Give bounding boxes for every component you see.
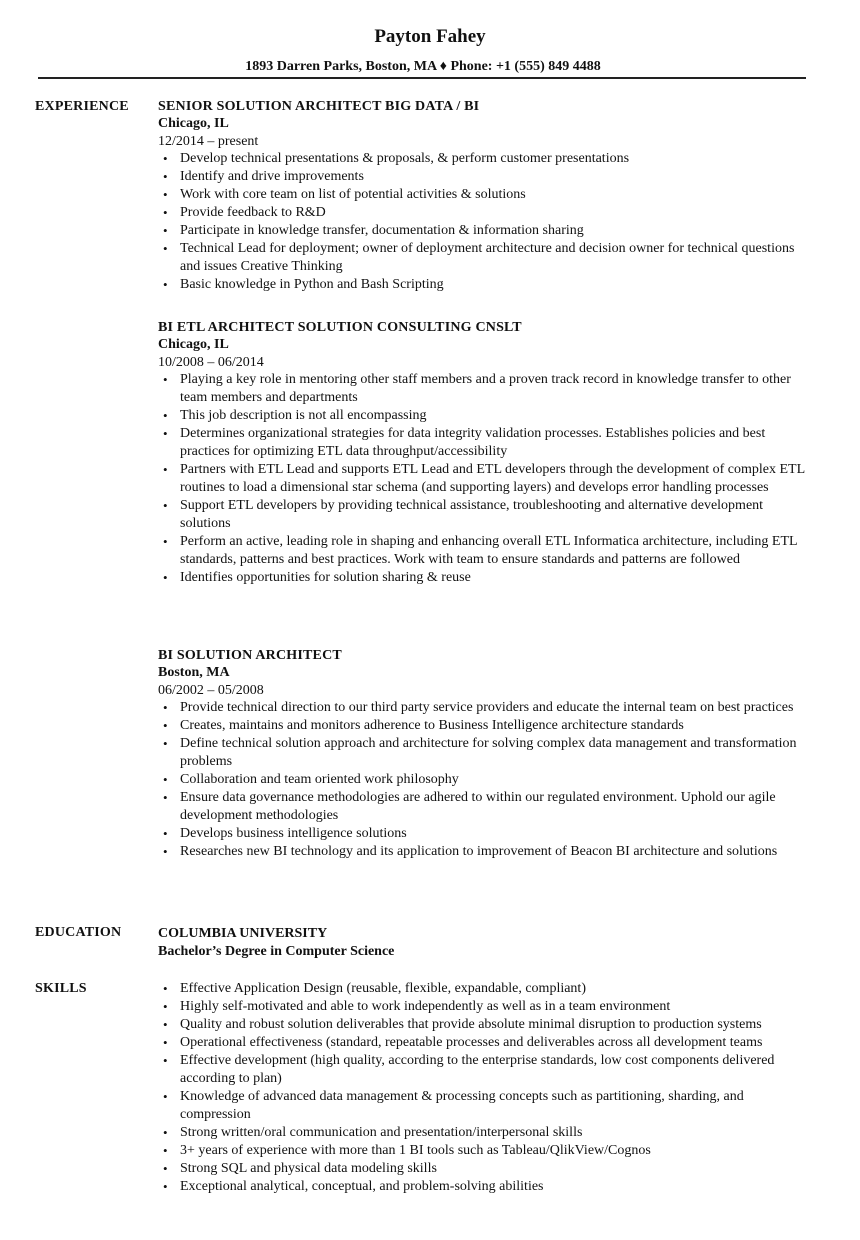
job-location: Chicago, IL — [158, 337, 229, 352]
list-item: • Provide feedback to R&D — [158, 204, 813, 222]
list-item: • Support ETL developers by providing technical assistance, troubleshooting and alternative development solutions — [158, 497, 813, 533]
list-item: • Strong written/oral communication and presentation/interpersonal skills — [158, 1124, 813, 1142]
list-item: • Ensure data governance methodologies are adhered to within our regulated environment. Uphold our agile development methodologies — [158, 789, 813, 825]
list-item: • Quality and robust solution deliverables that provide absolute minimal disruption to production systems — [158, 1016, 813, 1034]
skills-list — [158, 980, 813, 1196]
job-entry — [158, 319, 813, 587]
list-item: • Exceptional analytical, conceptual, and problem-solving abilities — [158, 1178, 813, 1196]
job-location: Boston, MA — [158, 665, 230, 680]
job-bullet-list — [158, 150, 813, 294]
list-item: • Determines organizational strategies for data integrity validation processes. Establishes policies and best practices for optimizing ETL data throughput/accessibility — [158, 425, 813, 461]
list-item: • Identifies opportunities for solution sharing & reuse — [158, 569, 813, 587]
list-item: • This job description is not all encompassing — [158, 407, 813, 425]
job-dates: 10/2008 – 06/2014 — [158, 355, 264, 370]
list-item: • Effective development (high quality, according to the enterprise standards, low cost components delivered according to plan) — [158, 1052, 813, 1088]
list-item: • Define technical solution approach and architecture for solving complex data management and transformation problems — [158, 735, 813, 771]
list-item: • Playing a key role in mentoring other staff members and a proven track record in knowledge transfer to other team members and departments — [158, 371, 813, 407]
list-item: • Work with core team on list of potential activities & solutions — [158, 186, 813, 204]
contact-line: 1893 Darren Parks, Boston, MA ♦ Phone: +1 (555) 849 4488 — [245, 59, 601, 74]
list-item: • Partners with ETL Lead and supports ETL Lead and ETL developers through the development of complex ETL routines to load a dimensional star schema (and supporting layers) and develops error handling processes — [158, 461, 813, 497]
candidate-name: Payton Fahey — [374, 26, 486, 47]
list-item: • Participate in knowledge transfer, documentation & information sharing — [158, 222, 813, 240]
job-bullet-list — [158, 371, 813, 587]
degree: Bachelor’s Degree in Computer Science — [158, 944, 395, 959]
list-item: • Develops business intelligence solutions — [158, 825, 813, 843]
list-item: • Collaboration and team oriented work philosophy — [158, 771, 813, 789]
job-dates: 12/2014 – present — [158, 134, 259, 149]
list-item: • Develop technical presentations & proposals, & perform customer presentations — [158, 150, 813, 168]
section-label-skills: SKILLS — [35, 981, 87, 996]
list-item: • Effective Application Design (reusable, flexible, expandable, compliant) — [158, 980, 813, 998]
list-item: • Knowledge of advanced data management & processing concepts such as partitioning, sharding, and compression — [158, 1088, 813, 1124]
header-divider — [38, 77, 806, 79]
section-label-education: EDUCATION — [35, 925, 122, 940]
job-bullet-list — [158, 699, 813, 861]
list-item: • Strong SQL and physical data modeling skills — [158, 1160, 813, 1178]
list-item: • Technical Lead for deployment; owner of deployment architecture and decision owner for technical questions and issues Creative Thinking — [158, 240, 813, 276]
job-entry — [158, 647, 813, 861]
list-item: • Perform an active, leading role in shaping and enhancing overall ETL Informatica architecture, including ETL standards, patterns and best practices. Work with team to ensure standards and patterns are followed — [158, 533, 813, 569]
list-item: • Creates, maintains and monitors adherence to Business Intelligence architecture standards — [158, 717, 813, 735]
education-entry — [158, 925, 813, 961]
list-item: • Researches new BI technology and its application to improvement of Beacon BI architecture and solutions — [158, 843, 813, 861]
list-item: • 3+ years of experience with more than 1 BI tools such as Tableau/QlikView/Cognos — [158, 1142, 813, 1160]
job-title: BI SOLUTION ARCHITECT — [158, 648, 342, 663]
list-item: • Highly self-motivated and able to work independently as well as in a team environment — [158, 998, 813, 1016]
job-title: BI ETL ARCHITECT SOLUTION CONSULTING CNSLT — [158, 320, 522, 335]
job-location: Chicago, IL — [158, 116, 229, 131]
job-title: SENIOR SOLUTION ARCHITECT BIG DATA / BI — [158, 99, 480, 114]
list-item: • Basic knowledge in Python and Bash Scripting — [158, 276, 813, 294]
list-item: • Operational effectiveness (standard, repeatable processes and deliverables across all development teams — [158, 1034, 813, 1052]
list-item: • Identify and drive improvements — [158, 168, 813, 186]
skills-entry — [158, 980, 813, 1196]
school-name: COLUMBIA UNIVERSITY — [158, 926, 328, 941]
section-label-experience: EXPERIENCE — [35, 99, 129, 114]
job-dates: 06/2002 – 05/2008 — [158, 683, 264, 698]
job-entry — [158, 98, 813, 294]
list-item: • Provide technical direction to our third party service providers and educate the internal team on best practices — [158, 699, 813, 717]
